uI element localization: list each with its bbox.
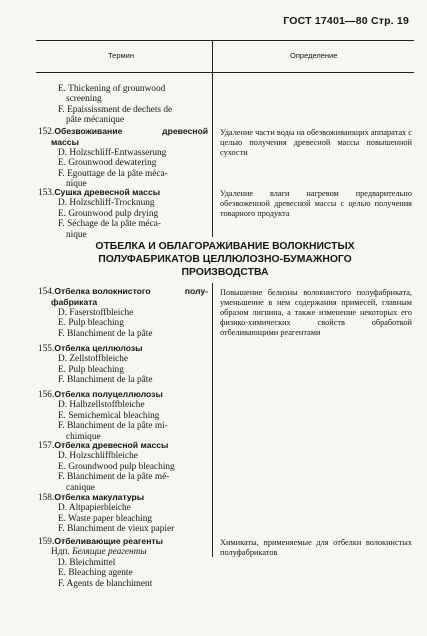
- term-number: 152.: [38, 127, 55, 137]
- translation-line: nique: [66, 179, 87, 190]
- term-number: 157.: [38, 441, 55, 451]
- term-name: Отбелка древесной массы: [54, 440, 169, 450]
- term-name: полу-: [184, 286, 208, 296]
- term-heading: [38, 126, 208, 137]
- section-title: [36, 240, 414, 279]
- term-heading: [38, 492, 208, 503]
- term-entry-158: [38, 492, 208, 535]
- column-divider-bottom: [212, 283, 213, 557]
- term-entry-153: [38, 187, 208, 240]
- non-recommended-term: [38, 547, 208, 557]
- term-entry-159: [38, 536, 208, 589]
- translation-line: D. Holzschliffbleiche: [58, 451, 138, 462]
- column-header-definition: Определение: [290, 51, 338, 60]
- continued-line: screening: [66, 94, 102, 105]
- term-entry-155: [38, 343, 208, 386]
- term-name: Отбелка макулатуры: [54, 492, 145, 502]
- translation-line: E. Semichemical bleaching: [58, 410, 160, 421]
- term-number: 153.: [38, 188, 55, 198]
- translation-line: E. Bleaching agente: [58, 568, 133, 579]
- translation-line: F. Blanchiment de la pâte mi-: [58, 421, 168, 432]
- translation-line: F. Blanchiment de la pâte: [58, 328, 153, 339]
- term-entry-157: [38, 440, 208, 493]
- translation-line: nique: [66, 229, 87, 240]
- column-header-term: Термин: [108, 51, 134, 60]
- translation-line: E. Grounwood dewatering: [58, 158, 157, 169]
- translation-line: D. Holzschliff-Entwasserung: [58, 147, 167, 158]
- translation-line: chimique: [66, 431, 101, 442]
- term-number: 156.: [38, 390, 55, 400]
- page-header: ГОСТ 17401—80 Стр. 19: [283, 15, 409, 27]
- translation-line: F. Séchage de la pâte méca-: [58, 219, 162, 230]
- term-number: 154.: [38, 287, 55, 297]
- term-name: Обезвоживание: [54, 126, 123, 136]
- term-entry-156: [38, 389, 208, 442]
- translation-line: F. Egouttage de la pâte méca-: [58, 168, 168, 179]
- continued-line: E. Thickening of grounwood: [58, 84, 166, 94]
- term-name: фабриката: [51, 297, 98, 308]
- term-name: Отбелка полуцеллюлозы: [54, 389, 163, 399]
- term-heading: [38, 187, 208, 198]
- term-name: массы: [51, 137, 79, 148]
- translation-line: E. Pulp bleaching: [58, 364, 124, 375]
- term-number: 155.: [38, 344, 55, 354]
- translation-line: E. Grounwood pulp drying: [58, 208, 159, 219]
- header-bottom-rule: [36, 72, 414, 73]
- ndp-term: Белящие реагенты: [72, 547, 147, 558]
- term-name: Сушка древесной массы: [54, 187, 161, 197]
- translation-line: F. Blanchiment de vieux papier: [58, 524, 175, 535]
- term-name: Отбелка волокнистого: [54, 286, 151, 296]
- translation-line: D. Altpapierbleiche: [58, 503, 131, 514]
- translation-line: D. Zellstoffbleiche: [58, 354, 129, 365]
- term-heading: [38, 343, 208, 354]
- term-number: 159.: [38, 537, 55, 547]
- term-heading: [38, 286, 208, 297]
- term-entry-152: [38, 126, 208, 189]
- term-name: древесной: [162, 126, 208, 136]
- translation-line: E. Pulp bleaching: [58, 318, 124, 329]
- term-heading: [38, 536, 208, 547]
- translation-line: D. Bleichmittel: [58, 557, 116, 568]
- continued-line: pâte mécanique: [66, 115, 125, 126]
- section-title-line: ОТБЕЛКА И ОБЛАГОРАЖИВАНИЕ ВОЛОКНИСТЫХ: [95, 241, 355, 252]
- translation-line: F. Blanchiment de la pâte mé-: [58, 472, 170, 483]
- table-top-rule: [36, 40, 414, 41]
- term-heading: [38, 389, 208, 400]
- term-name: Отбеливающие реагенты: [54, 536, 163, 546]
- continued-entry: [38, 84, 208, 126]
- translation-line: F. Blanchiment de la pâte: [58, 375, 153, 386]
- definition-154: Повышение белизны волокнистого полуфабриката, уменьшение в нем содержания примесей, главным образом лигнина, а также изменение некоторых его физико-химических свойств обработкой отбеливающими реагентами: [220, 288, 412, 338]
- definition-152: Удаление части воды на обезвоживающих аппаратах с целью получения древесной массы повышенной сухости: [220, 128, 412, 158]
- definition-159: Химикаты, применяемые для отбелки волокнистых полуфабрикатов: [220, 538, 412, 558]
- column-divider-top: [212, 40, 213, 237]
- term-number: 158.: [38, 493, 55, 503]
- translation-line: canique: [66, 482, 95, 493]
- ndp-label: Ндп.: [51, 547, 70, 558]
- continued-line: F. Epaississment de dechets de: [58, 104, 173, 115]
- translation-line: D. Faserstoffbleiche: [58, 307, 134, 318]
- term-name: Отбелка целлюлозы: [54, 343, 143, 353]
- translation-line: E. Waste paper bleaching: [58, 513, 153, 524]
- definition-153: Удаление влаги нагревом предварительно обезвоженной древесной массы с целью получения товарного продукта: [220, 189, 412, 219]
- term-entry-154: [38, 286, 208, 339]
- term-heading: [38, 440, 208, 451]
- section-title-line: ПОЛУФАБРИКАТОВ ЦЕЛЛЮЛОЗНО-БУМАЖНОГО: [98, 254, 352, 265]
- translation-line: F. Agents de blanchiment: [58, 578, 153, 589]
- translation-line: E. Groundwood pulp bleaching: [58, 461, 175, 472]
- translation-line: D. Holzschliff-Trocknung: [58, 198, 155, 209]
- section-title-line: ПРОИЗВОДСТВА: [181, 267, 269, 278]
- translation-line: D. Halbzellstoffbleiche: [58, 400, 145, 411]
